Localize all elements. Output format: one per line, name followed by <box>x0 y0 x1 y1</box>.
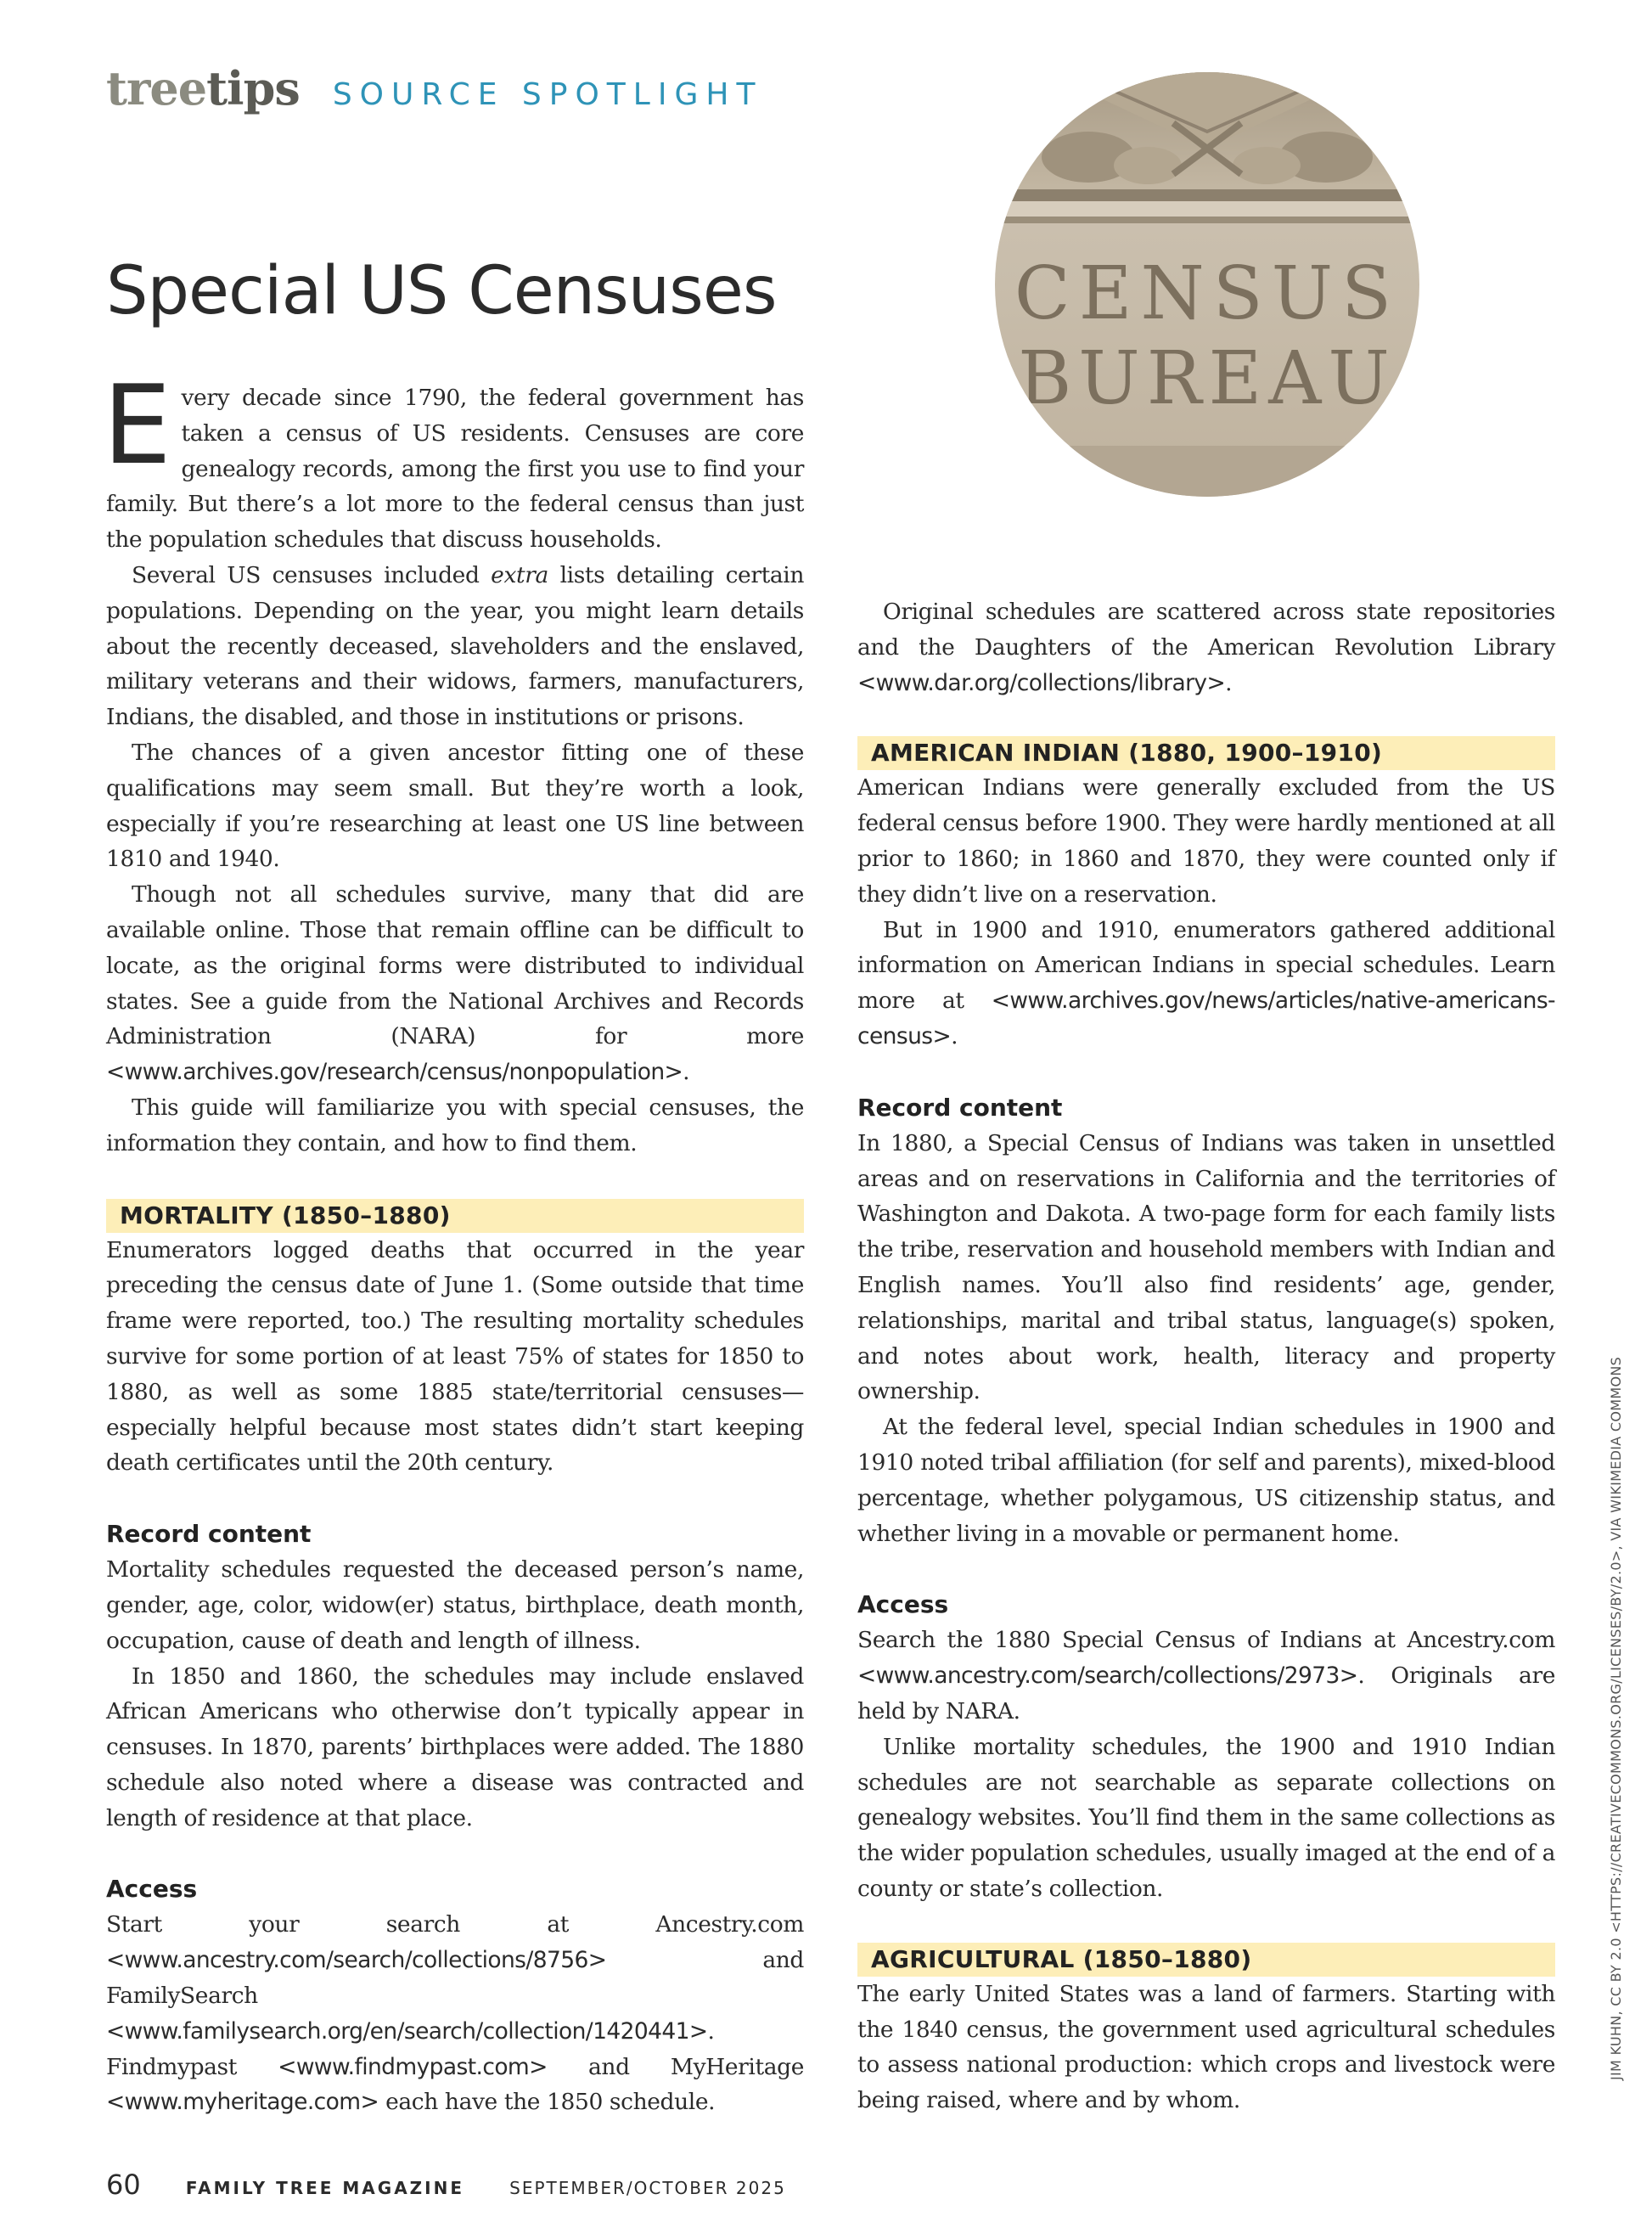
mortality-record-content-heading: Record content <box>106 1520 312 1549</box>
brand-tips: tips <box>206 61 300 115</box>
findmypast-link[interactable]: <www.findmypast.com> <box>278 2053 548 2080</box>
nara-link[interactable]: <www.archives.gov/research/census/nonpopulation> <box>106 1059 683 1086</box>
orig-text: Original schedules are scattered across state repositories and the Daughters of the American Revolution Library <box>857 599 1555 661</box>
indian-access-p2: Unlike mortality schedules, the 1900 and 1910 Indian schedules are not searchable as separate collections on genealogy websites. You’ll find them in the same collections as the wider population schedules, usually imaged at the end of a county or state’s collection. <box>857 1733 1555 1902</box>
census-bureau-stone-icon <box>995 72 1419 497</box>
indian-record-content-p1: In 1880, a Special Census of Indians was taken in unsettled areas and on reservations in California and the territories of Washington and Dakota. A two-page form for each family lists the tribe, reservation and household members with Indian and English names. You’ll also find residents’ age, gender, relationships, marital and tribal status, language(s) spoken, and notes about work, health, literacy and property ownership. <box>857 1129 1555 1405</box>
p2-text-b: lists detailing certain populations. Depending on the year, you might learn details about the recently deceased, slaveholders and the enslaved, military veterans and their widows, farmers, manufacturers, Indians, the disabled, and those in institutions or prisons. <box>106 561 804 731</box>
carving-line1: CENSUS <box>1014 251 1401 336</box>
paragraph-extra-lists <box>106 558 804 735</box>
p4-end: . <box>683 1059 690 1086</box>
census-bureau-photo <box>995 72 1419 497</box>
ind-p2-end: . <box>951 1022 958 1049</box>
indian-access-heading: Access <box>857 1590 949 1619</box>
familysearch-link[interactable]: <www.familysearch.org/en/search/collection/1420441> <box>106 2017 708 2045</box>
acc-text-2: and FamilySearch <box>106 1947 804 2010</box>
ancestry-mortality-link[interactable]: <www.ancestry.com/search/collections/8756> <box>106 1947 607 1974</box>
intro-paragraph <box>103 363 804 558</box>
paragraph-schedules-survive <box>106 877 804 1090</box>
american-indian-heading: AMERICAN INDIAN (1880, 1900–1910) <box>857 736 1555 770</box>
indian-access-p1 <box>857 1623 1555 1729</box>
p4-text: Though not all schedules survive, many that did are available online. Those that remain offline can be difficult to locate, as the original forms were distributed to individual states. See a guide from the National Archives and Records Administration (NARA) for more <box>106 881 804 1050</box>
mortality-access-paragraph <box>106 1907 804 2120</box>
acc-text-5: each have the 1850 schedule. <box>379 2089 716 2116</box>
indian-record-content-p2: At the federal level, special Indian schedules in 1900 and 1910 noted tribal affiliation (for self and parents), mixed-blood percentage, whether polygamous, US citizenship status, and whether living in a movable or permanent home. <box>857 1414 1555 1547</box>
dar-library-link[interactable]: <www.dar.org/collections/library> <box>857 669 1226 696</box>
paragraph-guide: This guide will familiarize you with special censuses, the information they contain, and how to find them. <box>106 1094 804 1156</box>
mortality-paragraph: Enumerators logged deaths that occurred in the year preceding the census date of June 1. (Some outside that time frame were reported, too.) The resulting mortality schedules survive for some portion of at least 75% of states for 1850 to 1880, as well as some 1885 state/territorial censuses—especially helpful because most states didn’t start keeping death certificates until the 20th century. <box>106 1236 804 1477</box>
mortality-record-content-p2: In 1850 and 1860, the schedules may include enslaved African Americans who otherwise don’t typically appear in censuses. In 1870, parents’ birthplaces were added. The 1880 schedule also noted where a disease was contracted and length of residence at that place. <box>106 1662 804 1831</box>
photo-credit: JIM KUHN, CC BY 2.0 <HTTPS://CREATIVECOMMONS.ORG/LICENSES/BY/2.0>, VIA WIKIMEDIA COMMONS <box>1608 1356 1624 2080</box>
magazine-name: FAMILY TREE MAGAZINE <box>185 2178 465 2198</box>
agricultural-heading: AGRICULTURAL (1850–1880) <box>857 1943 1555 1977</box>
section-label: SOURCE SPOTLIGHT <box>332 77 763 112</box>
archives-native-link[interactable]: <www.archives.gov/news/articles/native-americans-census> <box>857 987 1555 1049</box>
myheritage-link[interactable]: <www.myheritage.com> <box>106 2089 379 2116</box>
acc-text-3: . Findmypast <box>106 2017 715 2080</box>
acc-text-1: Start your search at Ancestry.com <box>106 1911 804 1938</box>
ind-acc-text: Search the 1880 Special Census of Indians at Ancestry.com <box>857 1627 1555 1654</box>
indian-paragraph-2 <box>857 913 1555 1055</box>
issue-date: SEPTEMBER/OCTOBER 2025 <box>509 2178 786 2198</box>
ind-p2-text: But in 1900 and 1910, enumerators gathered additional information on American Indians in special schedules. Learn more at <box>857 916 1555 1015</box>
brand-tree: tree <box>106 61 207 115</box>
paragraph-chances: The chances of a given ancestor fitting one of these qualifications may seem small. But they’re worth a look, especially if you’re researching at least one US line between 1810 and 1940. <box>106 739 804 873</box>
mortality-heading: MORTALITY (1850–1880) <box>106 1199 804 1233</box>
ind-acc-end: . Originals are held by NARA. <box>857 1662 1555 1724</box>
indian-paragraph-1: American Indians were generally excluded from the US federal census before 1900. They were hardly mentioned at all prior to 1860; in 1860 and 1870, they were counted only if they didn’t live on a reservation. <box>857 774 1555 908</box>
article-title: Special US Censuses <box>106 253 777 329</box>
mortality-record-content-p1: Mortality schedules requested the deceased person’s name, gender, age, color, widow(er) status, birthplace, death month, occupation, cause of death and length of illness. <box>106 1556 804 1654</box>
indian-record-content-heading: Record content <box>857 1093 1063 1122</box>
acc-text-4: and MyHeritage <box>547 2053 805 2080</box>
agricultural-paragraph: The early United States was a land of farmers. Starting with the 1840 census, the government used agricultural schedules to assess national production: which crops and livestock were being raised, where and by whom. <box>857 1980 1555 2114</box>
drop-cap: E <box>103 363 171 489</box>
mortality-access-heading: Access <box>106 1875 198 1904</box>
original-schedules-paragraph <box>857 594 1555 700</box>
section-brand <box>106 61 762 115</box>
p2-text-a: Several US censuses included <box>132 561 492 588</box>
left-column <box>103 363 805 2120</box>
ancestry-indian-link[interactable]: <www.ancestry.com/search/collections/2973> <box>857 1662 1358 1690</box>
carving-line2: BUREAU <box>1018 336 1396 421</box>
p2-emphasis: extra <box>491 561 548 588</box>
right-column <box>857 594 1555 2118</box>
orig-end: . <box>1225 669 1233 696</box>
page-number: 60 <box>106 2169 141 2201</box>
page-footer <box>106 2169 786 2201</box>
intro-text: very decade since 1790, the federal government has taken a census of US residents. Censuses are core genealogy records, among the first you use to find your family. But there’s a lot more to the federal census than just the population schedules that discuss households. <box>106 385 804 554</box>
